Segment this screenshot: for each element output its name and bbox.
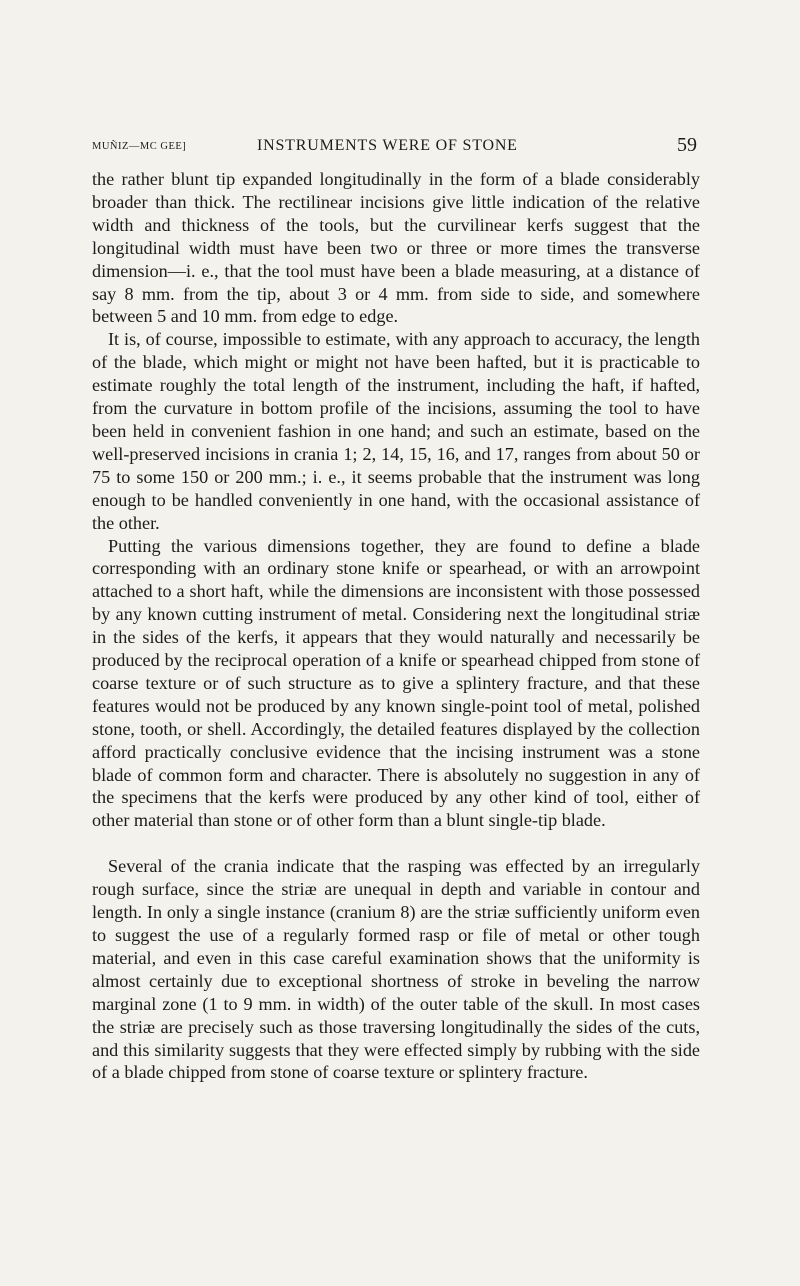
header-title: INSTRUMENTS WERE OF STONE xyxy=(257,137,518,154)
paragraph-1: the rather blunt tip expanded longitudinally in the form of a blade considerably broader than thick. The rectilinear incisions give little indication of the relative width and thickness of the tools, but the curvilinear kerfs suggest that the longitudinal width must have been two or three or more times the transverse dimension—i. e., that the tool must have been a blade measuring, at a distance of say 8 mm. from the tip, about 3 or 4 mm. from side to side, and somewhere between 5 and 10 mm. from edge to edge. xyxy=(92,169,700,327)
body-text xyxy=(92,168,700,1084)
paragraph-3: Putting the various dimensions together, they are found to define a blade corresponding with an ordinary stone knife or spearhead, or with an arrowpoint attached to a short haft, while the dimensions are inconsistent with those possessed by any known cutting instrument of metal. Considering next the longitudinal striæ in the sides of the kerfs, it appears that they would naturally and necessarily be produced by the reciprocal operation of a knife or spearhead chipped from stone of coarse texture or of such structure as to give a splintery fracture, and that these features would not be produced by any known single-point tool of metal, polished stone, tooth, or shell. Accordingly, the detailed features displayed by the collection afford practically conclusive evidence that the incising instrument was a stone blade of common form and character. There is absolutely no suggestion in any of the specimens that the kerfs were produced by any other kind of tool, either of other material than stone or of other form than a blunt single-tip blade. xyxy=(92,535,700,831)
running-head xyxy=(92,134,697,163)
paragraph-4: Several of the crania indicate that the rasping was effected by an irregularly rough surface, since the striæ are unequal in depth and variable in contour and length. In only a single instance (cranium 8) are the striæ sufficiently uniform even to suggest the use of a regularly formed rasp or file of metal or other tough material, and even in this case careful examination shows that the uniformity is almost certainly due to exceptional shortness of stroke in beveling the narrow marginal zone (1 to 9 mm. in width) of the outer table of the skull. In most cases the striæ are precisely such as those traversing longitudinally the sides of the cuts, and this similarity suggests that they were effected simply by rubbing with the side of a blade chipped from stone of coarse texture or splintery fracture. xyxy=(92,856,700,1083)
paragraph-2: It is, of course, impossible to estimate, with any approach to accuracy, the length of the blade, which might or might not have been hafted, but it is practicable to estimate roughly the total length of the instrument, including the haft, if hafted, from the curvature in bottom profile of the incisions, assuming the tool to have been held in convenient fashion in one hand; and such an estimate, based on the well-preserved incisions in crania 1; 2, 14, 15, 16, and 17, ranges from about 50 or 75 to some 150 or 200 mm.; i. e., it seems probable that the instrument was long enough to be handled conveniently in one hand, with the occasional assistance of the other. xyxy=(92,329,700,533)
page-number: 59 xyxy=(677,134,697,156)
header-authors: MUÑIZ—MC GEE] xyxy=(92,141,187,152)
